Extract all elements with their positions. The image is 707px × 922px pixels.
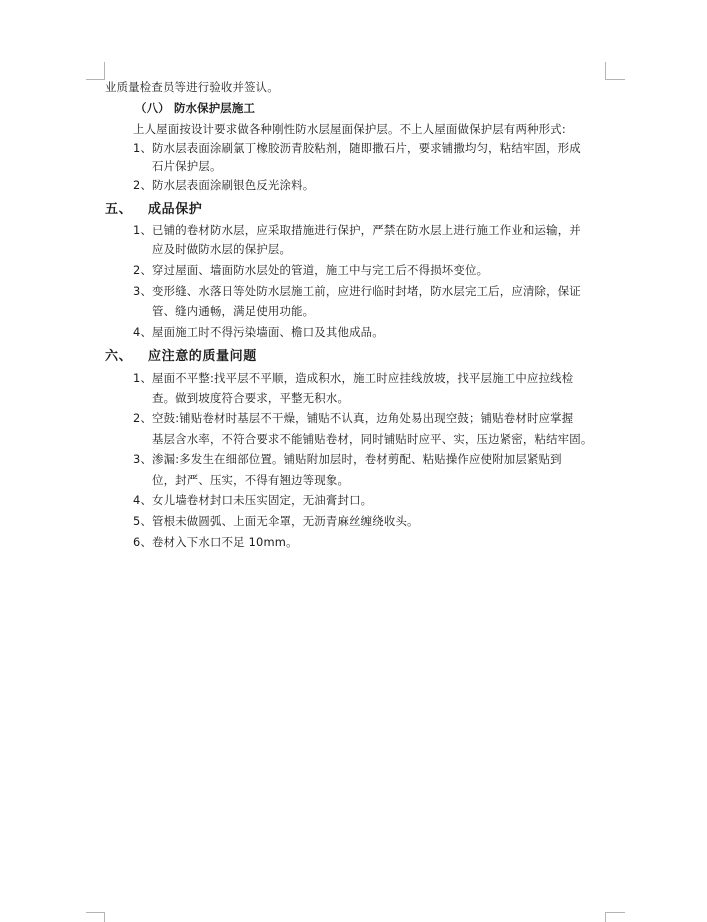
section-number: 六、 <box>105 349 133 364</box>
crop-mark-bottom-right <box>605 912 625 913</box>
section-number: 五、 <box>105 202 133 217</box>
list-item: 1、屋面不平整:找平层不平顺，造成积水，施工时应挂线放坡，找平层施工中应拉线检 <box>133 371 574 385</box>
list-item: 5、管根未做圆弧、上面无伞罩，无沥青麻丝缠绕收头。 <box>133 514 419 528</box>
list-item-continuation: 管、缝内通畅，满足使用功能。 <box>152 304 315 318</box>
list-item-continuation: 基层含水率，不符合要求不能铺贴卷材，同时铺贴时应平、实，压边紧密，粘结牢固。 <box>152 432 593 446</box>
list-item: 2、防水层表面涂刷银色反光涂料。 <box>133 178 315 192</box>
crop-mark-top-right <box>605 62 606 80</box>
crop-mark-top-left <box>104 62 105 80</box>
crop-mark-bottom-left <box>104 912 105 922</box>
list-item: 4、女儿墙卷材封口未压实固定，无油膏封口。 <box>133 493 373 507</box>
list-item: 3、渗漏:多发生在细部位置。铺贴附加层时，卷材剪配、粘贴操作应使附加层紧贴到 <box>133 452 562 466</box>
crop-mark-bottom-right <box>605 912 606 922</box>
list-item: 2、穿过屋面、墙面防水层处的管道，施工中与完工后不得损坏变位。 <box>133 263 489 277</box>
list-item-continuation: 石片保护层。 <box>152 159 222 173</box>
list-item-continuation: 查。做到坡度符合要求，平整无积水。 <box>152 391 350 405</box>
paragraph-continuation: 业质量检查员等进行验收并签认。 <box>105 80 279 94</box>
crop-mark-top-left <box>86 79 104 80</box>
subsection-heading: （八） 防水保护层施工 <box>135 101 256 115</box>
section-heading: 成品保护 <box>148 202 203 217</box>
crop-mark-bottom-left <box>86 912 104 913</box>
list-item: 1、已铺的卷材防水层，应采取措施进行保护，严禁在防水层上进行施工作业和运输，并 <box>133 223 581 237</box>
section-heading: 应注意的质量问题 <box>148 349 257 364</box>
list-item-continuation: 位，封严、压实，不得有翘边等现象。 <box>152 473 350 487</box>
list-item: 2、空鼓:铺贴卷材时基层不干燥，铺贴不认真，边角处易出现空鼓；铺贴卷材时应掌握 <box>133 411 574 425</box>
list-item: 3、变形缝、水落日等处防水层施工前，应进行临时封堵，防水层完工后，应清除，保证 <box>133 284 581 298</box>
list-item: 1、防水层表面涂刷氯丁橡胶沥青胶粘剂，随即撒石片，要求铺撒均匀，粘结牢固，形成 <box>133 141 581 155</box>
crop-mark-top-right <box>605 79 625 80</box>
list-item: 6、卷材入下水口不足 10mm。 <box>133 535 298 549</box>
list-item-continuation: 应及时做防水层的保护层。 <box>152 242 292 256</box>
paragraph: 上人屋面按设计要求做各种刚性防水层屋面保护层。不上人屋面做保护层有两种形式: <box>133 122 566 136</box>
list-item: 4、屋面施工时不得污染墙面、檐口及其他成品。 <box>133 325 384 339</box>
